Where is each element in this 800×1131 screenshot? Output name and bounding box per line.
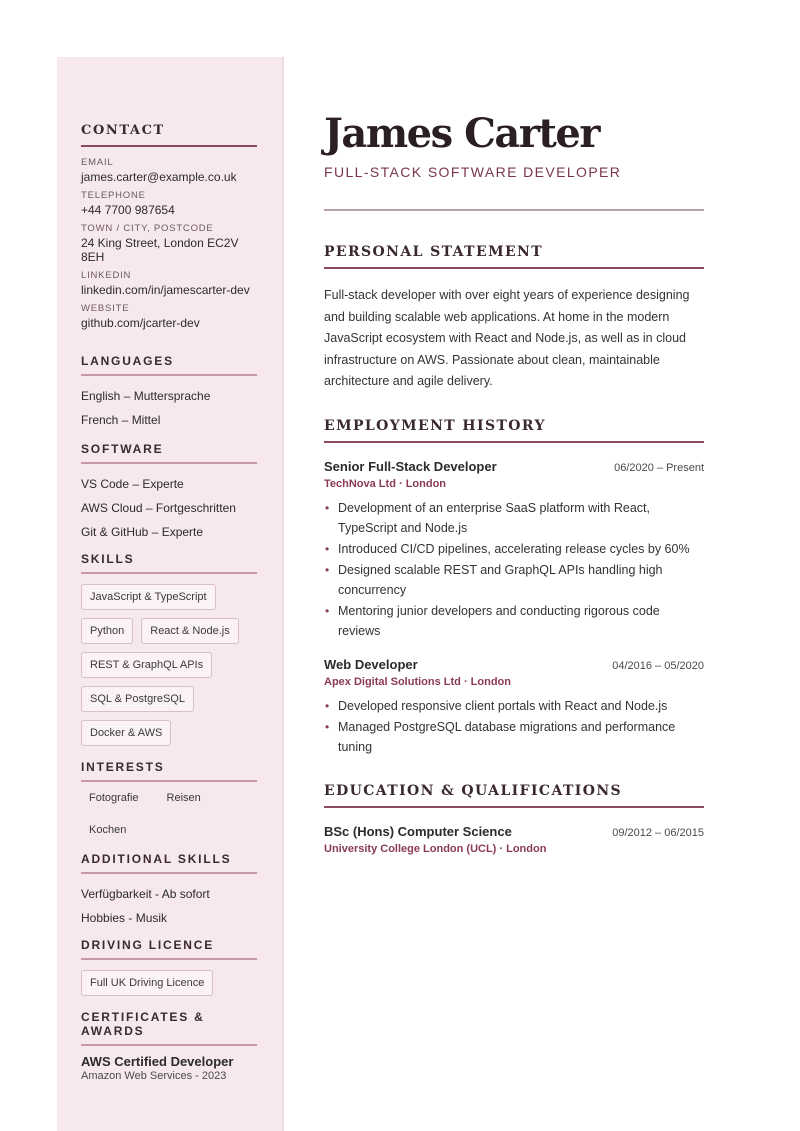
job-bullets bbox=[324, 696, 704, 757]
language-item: English – Muttersprache bbox=[81, 389, 211, 403]
additional-skill-item: Hobbies - Musik bbox=[81, 911, 168, 925]
contact-label: LINKEDIN bbox=[81, 270, 132, 281]
employment-history-section bbox=[324, 418, 704, 757]
job-title: Senior Full-Stack Developer bbox=[324, 458, 497, 474]
interest-tag: Kochen bbox=[89, 824, 127, 836]
languages-section bbox=[81, 354, 257, 432]
job-bullet: • Managed PostgreSQL database migrations and performance tuning bbox=[324, 717, 704, 757]
driving-licence-section bbox=[81, 938, 257, 996]
address-value: 24 King Street, London EC2V 8EH bbox=[81, 236, 239, 264]
contact-label: EMAIL bbox=[81, 157, 114, 168]
interest-tag: Fotografie bbox=[89, 792, 139, 804]
skills-section bbox=[81, 552, 257, 746]
personal-statement-text: Full-stack developer with over eight years of experience designing and building scalable web applications. At home in the modern JavaScript ecosystem with React and Node.js, as well as in cloud infrastructure on AWS. Passionate about clean, maintainable architecture and agile delivery. bbox=[324, 288, 690, 388]
contact-linkedin bbox=[81, 270, 257, 297]
skill-tag: JavaScript & TypeScript bbox=[81, 584, 216, 610]
job-header bbox=[324, 459, 704, 474]
job-bullet: • Developed responsive client portals with React and Node.js bbox=[324, 696, 704, 716]
certificate-issuer: Amazon Web Services - 2023 bbox=[81, 1070, 227, 1082]
language-item: French – Mittel bbox=[81, 413, 161, 427]
job-date: 06/2020 – Present bbox=[614, 461, 704, 474]
contact-telephone bbox=[81, 190, 257, 217]
skills-heading: SKILLS bbox=[81, 552, 257, 574]
driving-licence-heading: DRIVING LICENCE bbox=[81, 938, 257, 960]
personal-statement-section bbox=[324, 244, 704, 393]
linkedin-link[interactable]: linkedin.com/in/jamescarter-dev bbox=[81, 283, 250, 297]
job-bullet: • Introduced CI/CD pipelines, accelerating release cycles by 60% bbox=[324, 539, 704, 559]
website-link[interactable]: github.com/jcarter-dev bbox=[81, 316, 200, 330]
education-title: BSc (Hons) Computer Science bbox=[324, 823, 512, 839]
education-header bbox=[324, 824, 704, 839]
education-institution: University College London (UCL) · London bbox=[324, 842, 547, 855]
personal-statement-heading: PERSONAL STATEMENT bbox=[324, 244, 704, 269]
candidate-role: FULL-STACK SOFTWARE DEVELOPER bbox=[324, 164, 622, 180]
software-item: Git & GitHub – Experte bbox=[81, 525, 204, 539]
email-value[interactable]: james.carter@example.co.uk bbox=[81, 170, 237, 184]
job-date: 04/2016 – 05/2020 bbox=[612, 659, 704, 672]
skills-tags bbox=[81, 584, 251, 746]
driving-licence-tag: Full UK Driving Licence bbox=[81, 970, 213, 996]
contact-website bbox=[81, 303, 257, 330]
interests-section bbox=[81, 760, 257, 844]
contact-email bbox=[81, 157, 257, 184]
contact-label: TELEPHONE bbox=[81, 190, 146, 201]
skill-tag: Docker & AWS bbox=[81, 720, 171, 746]
languages-heading: LANGUAGES bbox=[81, 354, 257, 376]
job-entry bbox=[324, 657, 704, 757]
software-item: VS Code – Experte bbox=[81, 477, 184, 491]
skill-tag: React & Node.js bbox=[141, 618, 238, 644]
contact-address bbox=[81, 223, 257, 264]
education-entry bbox=[324, 824, 704, 855]
telephone-value[interactable]: +44 7700 987654 bbox=[81, 203, 175, 217]
job-header bbox=[324, 657, 704, 672]
interest-tag: Reisen bbox=[166, 792, 201, 804]
job-bullet: • Mentoring junior developers and conducting rigorous code reviews bbox=[324, 601, 704, 641]
skill-tag: Python bbox=[81, 618, 133, 644]
education-heading: EDUCATION & QUALIFICATIONS bbox=[324, 783, 704, 808]
interests-heading: INTERESTS bbox=[81, 760, 257, 782]
interests-tags bbox=[81, 786, 231, 844]
job-entry bbox=[324, 459, 704, 641]
job-title: Web Developer bbox=[324, 656, 418, 672]
software-heading: SOFTWARE bbox=[81, 442, 257, 464]
main-content bbox=[324, 108, 704, 871]
additional-skills-heading: ADDITIONAL SKILLS bbox=[81, 852, 257, 874]
job-employer: TechNova Ltd · London bbox=[324, 477, 447, 490]
job-employer: Apex Digital Solutions Ltd · London bbox=[324, 675, 511, 688]
contact-heading: CONTACT bbox=[81, 123, 257, 147]
skill-tag: SQL & PostgreSQL bbox=[81, 686, 194, 712]
additional-skill-item: Verfügbarkeit - Ab sofort bbox=[81, 887, 210, 901]
job-bullet: • Designed scalable REST and GraphQL APIs handling high concurrency bbox=[324, 560, 704, 600]
skill-tag: REST & GraphQL APIs bbox=[81, 652, 212, 678]
education-section bbox=[324, 783, 704, 855]
job-bullets bbox=[324, 498, 704, 641]
education-date: 09/2012 – 06/2015 bbox=[612, 826, 704, 839]
candidate-name: James Carter bbox=[324, 110, 599, 157]
additional-skills-section bbox=[81, 852, 257, 930]
certificates-heading: CERTIFICATES & AWARDS bbox=[81, 1010, 257, 1046]
header-divider bbox=[324, 209, 704, 211]
contact-section bbox=[81, 123, 257, 330]
certificate-title: AWS Certified Developer bbox=[81, 1054, 234, 1069]
software-item: AWS Cloud – Fortgeschritten bbox=[81, 501, 236, 515]
employment-history-heading: EMPLOYMENT HISTORY bbox=[324, 418, 704, 443]
software-section bbox=[81, 442, 257, 544]
driving-tags bbox=[81, 970, 257, 996]
contact-label: WEBSITE bbox=[81, 303, 130, 314]
certificates-section bbox=[81, 1010, 257, 1082]
job-bullet: • Development of an enterprise SaaS platform with React, TypeScript and Node.js bbox=[324, 498, 704, 538]
sidebar bbox=[57, 57, 284, 1131]
contact-label: TOWN / CITY, POSTCODE bbox=[81, 223, 214, 234]
